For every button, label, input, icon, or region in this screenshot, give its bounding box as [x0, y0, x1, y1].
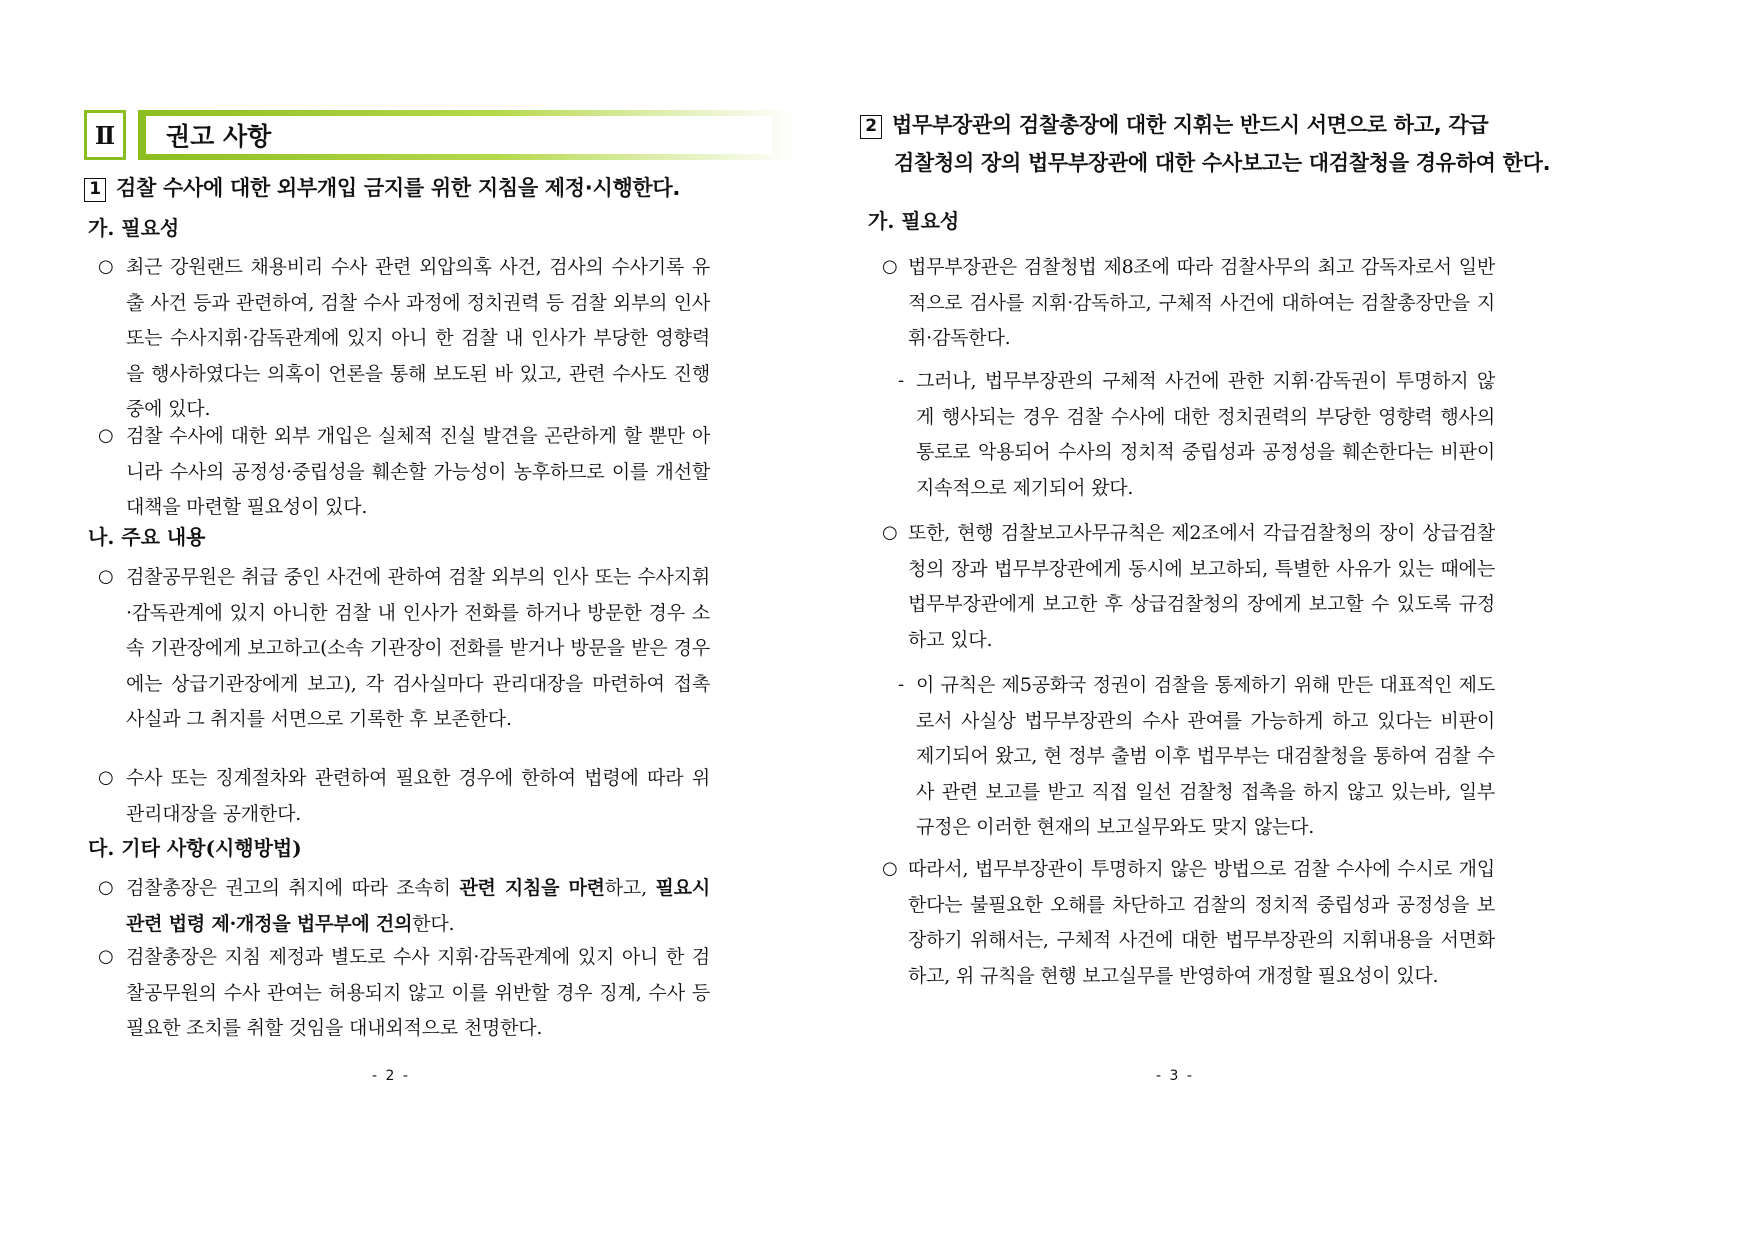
sub-a-label: 가. 필요성 [868, 209, 960, 233]
page-number: - 3 - [1156, 1068, 1194, 1084]
bullet-icon: ○ [98, 256, 114, 277]
item1-heading-text: 검찰 수사에 대한 외부개입 금지를 위한 지침을 제정·시행한다. [116, 176, 681, 200]
bullet-icon: ○ [882, 522, 898, 543]
sub-a-dash-1: 그러나, 법무부장관의 구체적 사건에 관한 지휘·감독권이 투명하지 않게 행사되는 경우 검찰 수사에 대한 정치권력의 부당한 영향력 행사의 통로로 악용되어 수사의 정치적 중립성과 공정성을 훼손한다는 비판이 지속적으로 제기되어 왔다. [916, 370, 1495, 499]
sub-b-label: 나. 주요 내용 [88, 525, 206, 549]
item2-number: 2 [860, 115, 882, 139]
sub-c-paragraph-1 [126, 871, 710, 942]
section-title: 권고 사항 [146, 116, 772, 154]
sub-c-paragraph-2: 검찰총장은 지침 제정과 별도로 수사 지휘·감독관계에 있지 아니 한 검찰공무원의 수사 관여는 허용되지 않고 이를 위반할 경우 징계, 수사 등 필요한 조치를 취할 것임을 대내외적으로 천명한다. [126, 946, 710, 1039]
sub-a-dash-2: 이 규칙은 제5공화국 정권이 검찰을 통제하기 위해 만든 대표적인 제도로서 사실상 법무부장관의 수사 관여를 가능하게 하고 있다는 비판이 제기되어 왔고, 현 정부 출범 이후 법무부는 대검찰청을 통하여 검찰 수사 관련 보고를 받고 직접 일선 검찰청 접촉을 하지 않고 있는바, 일부 규정은 이러한 현재의 보고실무와도 맞지 않는다. [916, 674, 1495, 838]
item2-heading-line-1 [860, 109, 1488, 139]
bullet-icon: ○ [882, 256, 898, 277]
sub-a-paragraph-3: 따라서, 법무부장관이 투명하지 않은 방법으로 검찰 수사에 수시로 개입한다는 불필요한 오해를 차단하고 검찰의 정치적 중립성과 공정성을 보장하기 위해서는, 구체적 사건에 대한 법무부장관의 지휘내용을 서면화하고, 위 규칙을 현행 보고실무를 반영하여 개정할 필요성이 있다. [908, 858, 1495, 987]
sub-b-paragraph-1: 검찰공무원은 취급 중인 사건에 관하여 검찰 외부의 인사 또는 수사지휘·감독관계에 있지 아니한 검찰 내 인사가 전화를 하거나 방문한 경우 소속 기관장에게 보고하고(소속 기관장이 전화를 받거나 방문을 받은 경우에는 상급기관장에게 보고), 각 검사실마다 관리대장을 마련하여 접촉 사실과 그 취지를 서면으로 기록한 후 보존한다. [126, 566, 710, 730]
bullet-icon: ○ [98, 946, 114, 967]
sub-a-paragraph-1: 최근 강원랜드 채용비리 수사 관련 외압의혹 사건, 검사의 수사기록 유출 사건 등과 관련하여, 검찰 수사 과정에 정치권력 등 검찰 외부의 인사 또는 수사지휘·감독관계에 있지 아니 한 검찰 내 인사가 부당한 영향력을 행사하였다는 의혹이 언론을 통해 보도된 바 있고, 관련 수사도 진행 중에 있다. [126, 256, 710, 420]
sub-a-paragraph-2: 또한, 현행 검찰보고사무규칙은 제2조에서 각급검찰청의 장이 상급검찰청의 장과 법무부장관에게 동시에 보고하되, 특별한 사유가 있는 때에는 법무부장관에게 보고한 후 상급검찰청의 장에게 보고할 수 있도록 규정하고 있다. [908, 522, 1495, 651]
item2-heading-line-2: 검찰청의 장의 법무부장관에 대한 수사보고는 대검찰청을 경유하여 한다. [894, 151, 1551, 175]
bullet-icon: ○ [98, 877, 114, 898]
bullet-icon: ○ [98, 566, 114, 587]
sub-a-label: 가. 필요성 [88, 216, 180, 240]
sub-a-paragraph-2: 검찰 수사에 대한 외부 개입은 실체적 진실 발견을 곤란하게 할 뿐만 아니라 수사의 공정성·중립성을 훼손할 가능성이 농후하므로 이를 개선할 대책을 마련할 필요성이 있다. [126, 425, 710, 518]
sub-a-paragraph-1: 법무부장관은 검찰청법 제8조에 따라 검찰사무의 최고 감독자로서 일반적으로 검사를 지휘·감독하고, 구체적 사건에 대하여는 검찰총장만을 지휘·감독한다. [908, 256, 1495, 349]
bullet-icon: ○ [98, 767, 114, 788]
item1-heading [84, 172, 680, 202]
bullet-icon: ○ [882, 858, 898, 879]
sub-c-bold-text: 관련 지침을 마련 [459, 877, 605, 899]
sub-b-paragraph-2: 수사 또는 징계절차와 관련하여 필요한 경우에 한하여 법령에 따라 위 관리대장을 공개한다. [126, 767, 710, 825]
bullet-icon: ○ [98, 425, 114, 446]
page-number: - 2 - [372, 1068, 410, 1084]
dash-marker: - [898, 370, 905, 391]
sub-c-text: 한다. [412, 912, 455, 935]
sub-c-label: 다. 기타 사항(시행방법) [88, 836, 302, 860]
section-numeral: Ⅱ [84, 110, 126, 160]
sub-c-bold-text: 필요시 관련 법령 제·개정을 법무부에 건의 [126, 877, 710, 935]
section-header [84, 110, 794, 160]
sub-c-text: 하고, [604, 877, 656, 899]
dash-marker: - [898, 674, 905, 695]
right-page [865, 0, 1752, 1240]
item1-number: 1 [84, 178, 106, 202]
item2-heading-text-1: 법무부장관의 검찰총장에 대한 지휘는 반드시 서면으로 하고, 각급 [892, 113, 1489, 137]
sub-c-text: 검찰총장은 권고의 취지에 따라 조속히 [126, 877, 460, 899]
